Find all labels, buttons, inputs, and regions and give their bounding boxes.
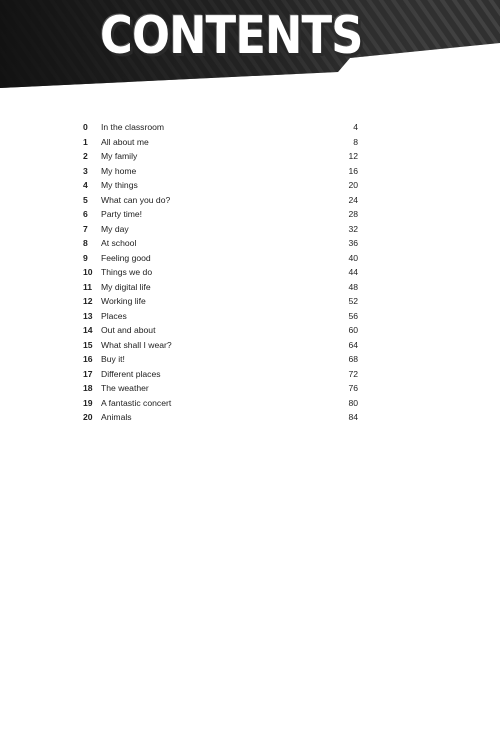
- toc-entry: [83, 151, 358, 166]
- unit-number: 4: [83, 180, 88, 190]
- unit-title: The weather: [101, 383, 149, 393]
- unit-title: My family: [101, 151, 138, 161]
- toc-entry: [83, 398, 358, 413]
- unit-title: All about me: [101, 136, 149, 147]
- page-number: 32: [348, 223, 358, 234]
- unit-number: 3: [83, 165, 88, 176]
- unit-title: Party time!: [101, 209, 143, 219]
- unit-title: Working life: [101, 296, 146, 306]
- toc-entry: [83, 354, 358, 369]
- toc-entry: [83, 122, 358, 137]
- toc-entry: [83, 296, 358, 311]
- toc-entry: [83, 253, 358, 268]
- unit-number: 7: [83, 223, 88, 234]
- toc-entry: [83, 224, 358, 239]
- unit-number: 9: [83, 252, 88, 263]
- unit-number: 6: [83, 209, 88, 219]
- unit-title: Out and about: [101, 325, 156, 335]
- toc-entry: [83, 412, 358, 427]
- table-of-contents: [83, 122, 358, 427]
- unit-title: Things we do: [101, 267, 153, 277]
- page-number: 60: [348, 325, 358, 335]
- unit-number: 16: [83, 354, 93, 364]
- page-number: 24: [348, 194, 358, 205]
- unit-number: 14: [83, 325, 93, 335]
- page-number: 40: [348, 252, 358, 263]
- unit-title: Animals: [101, 412, 132, 422]
- unit-number: 13: [83, 310, 93, 321]
- page-number: 44: [348, 267, 358, 277]
- toc-entry: [83, 180, 358, 195]
- toc-entry: [83, 209, 358, 224]
- page-number: 28: [348, 209, 358, 219]
- page-number: 52: [348, 296, 358, 306]
- toc-entry: [83, 137, 358, 152]
- toc-entry: [83, 369, 358, 384]
- unit-title: What shall I wear?: [101, 339, 172, 350]
- page-number: 80: [348, 397, 358, 408]
- unit-title: A fantastic concert: [101, 397, 172, 408]
- page-number: 76: [348, 383, 358, 393]
- unit-number: 2: [83, 151, 88, 161]
- unit-number: 17: [83, 368, 93, 379]
- unit-title: Different places: [101, 368, 161, 379]
- toc-entry: [83, 311, 358, 326]
- page-number: 48: [348, 281, 358, 292]
- page-number: 12: [348, 151, 358, 161]
- page-number: 64: [348, 339, 358, 350]
- page-number: 36: [348, 238, 358, 248]
- toc-entry: [83, 340, 358, 355]
- unit-title: Buy it!: [101, 354, 125, 364]
- page-number: 68: [348, 354, 358, 364]
- toc-entry: [83, 166, 358, 181]
- unit-title: What can you do?: [101, 194, 171, 205]
- unit-number: 15: [83, 339, 93, 350]
- unit-title: Feeling good: [101, 252, 151, 263]
- toc-entry: [83, 325, 358, 340]
- page-number: 20: [348, 180, 358, 190]
- page-number: 72: [348, 368, 358, 379]
- unit-number: 0: [83, 122, 88, 132]
- toc-entry: [83, 267, 358, 282]
- unit-number: 8: [83, 238, 88, 248]
- unit-title: My digital life: [101, 281, 151, 292]
- unit-number: 20: [83, 412, 93, 422]
- unit-number: 10: [83, 267, 93, 277]
- page-number: 56: [348, 310, 358, 321]
- unit-number: 12: [83, 296, 93, 306]
- unit-number: 19: [83, 397, 93, 408]
- unit-title: Places: [101, 310, 127, 321]
- toc-entry: [83, 195, 358, 210]
- unit-title: My things: [101, 180, 138, 190]
- page-number: 4: [353, 122, 358, 132]
- toc-entry: [83, 383, 358, 398]
- page-title: CONTENTS: [100, 6, 363, 66]
- page-number: 8: [353, 136, 358, 147]
- toc-entry: [83, 238, 358, 253]
- unit-number: 11: [83, 281, 93, 292]
- unit-title: My home: [101, 165, 137, 176]
- page-number: 16: [348, 165, 358, 176]
- page-number: 84: [348, 412, 358, 422]
- unit-title: In the classroom: [101, 122, 165, 132]
- unit-title: At school: [101, 238, 137, 248]
- unit-number: 5: [83, 194, 88, 205]
- toc-entry: [83, 282, 358, 297]
- unit-number: 18: [83, 383, 93, 393]
- unit-title: My day: [101, 223, 129, 234]
- unit-number: 1: [83, 136, 88, 147]
